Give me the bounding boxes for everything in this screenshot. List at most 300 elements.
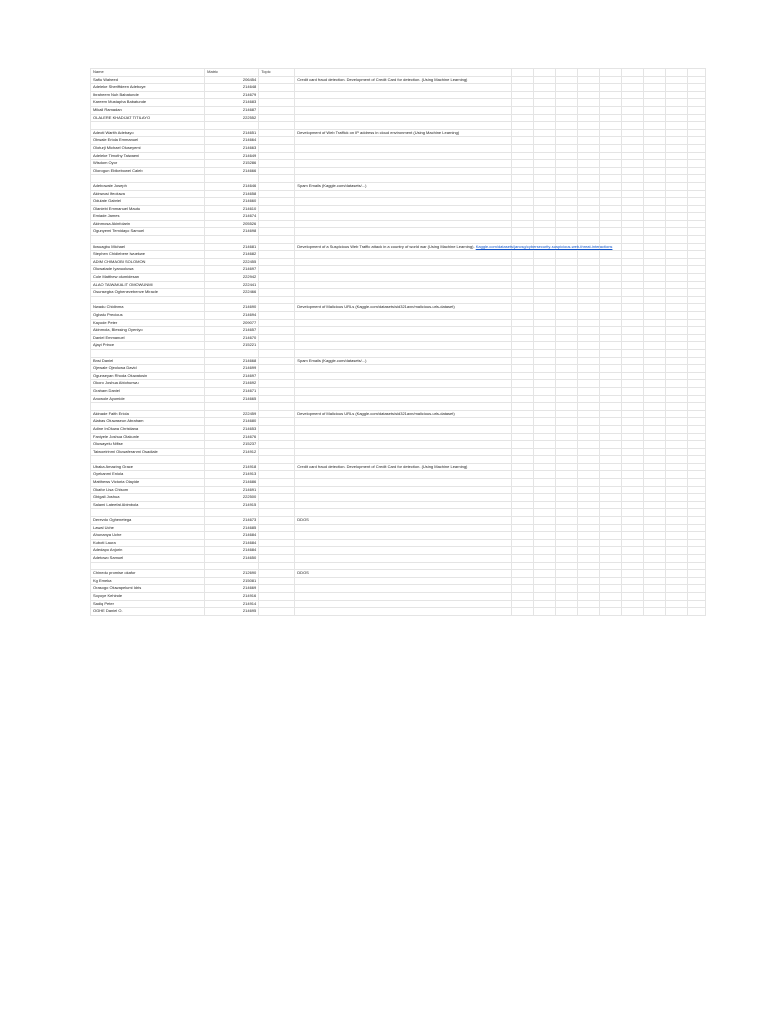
empty-cell[interactable]	[621, 547, 643, 555]
matric-number-cell[interactable]: 214679	[205, 91, 259, 99]
empty-cell[interactable]	[665, 319, 687, 327]
empty-cell[interactable]	[259, 585, 295, 593]
empty-cell[interactable]	[577, 471, 599, 479]
empty-cell[interactable]	[621, 228, 643, 236]
matric-number-cell[interactable]: 214658	[205, 190, 259, 198]
empty-cell[interactable]	[533, 365, 555, 373]
table-row[interactable]	[91, 479, 706, 487]
empty-cell[interactable]	[599, 274, 621, 282]
empty-cell[interactable]	[665, 494, 687, 502]
empty-cell[interactable]	[555, 319, 577, 327]
empty-cell[interactable]	[555, 91, 577, 99]
empty-cell[interactable]	[577, 403, 599, 411]
empty-cell[interactable]	[259, 160, 295, 168]
empty-cell[interactable]	[665, 349, 687, 357]
student-name-cell[interactable]: Okafor Lisa Chisom	[91, 486, 205, 494]
empty-cell[interactable]	[643, 205, 665, 213]
empty-cell[interactable]	[643, 213, 665, 221]
empty-cell[interactable]	[577, 600, 599, 608]
empty-cell[interactable]	[533, 144, 555, 152]
empty-cell[interactable]	[643, 425, 665, 433]
empty-cell[interactable]	[555, 69, 577, 77]
empty-cell[interactable]	[205, 122, 259, 130]
table-row[interactable]	[91, 532, 706, 540]
empty-cell[interactable]	[555, 152, 577, 160]
empty-cell[interactable]	[687, 418, 705, 426]
empty-cell[interactable]	[665, 76, 687, 84]
empty-cell[interactable]	[621, 494, 643, 502]
topic-cell[interactable]	[295, 592, 511, 600]
empty-cell[interactable]	[259, 539, 295, 547]
table-row[interactable]	[91, 205, 706, 213]
empty-cell[interactable]	[555, 433, 577, 441]
empty-cell[interactable]	[259, 304, 295, 312]
topic-cell[interactable]	[295, 84, 511, 92]
empty-cell[interactable]	[643, 471, 665, 479]
student-name-cell[interactable]: Stephen Chidiebere Iwuekwe	[91, 251, 205, 259]
empty-cell[interactable]	[665, 608, 687, 616]
empty-cell[interactable]	[599, 600, 621, 608]
empty-cell[interactable]	[533, 380, 555, 388]
empty-cell[interactable]	[259, 99, 295, 107]
empty-cell[interactable]	[533, 122, 555, 130]
table-row[interactable]	[91, 258, 706, 266]
empty-cell[interactable]	[665, 69, 687, 77]
empty-cell[interactable]	[511, 387, 533, 395]
empty-cell[interactable]	[687, 99, 705, 107]
empty-cell[interactable]	[599, 122, 621, 130]
empty-cell[interactable]	[599, 114, 621, 122]
empty-cell[interactable]	[259, 517, 295, 525]
student-name-cell[interactable]: Ikwuagbu Michael	[91, 243, 205, 251]
empty-cell[interactable]	[91, 403, 205, 411]
empty-cell[interactable]	[577, 448, 599, 456]
empty-cell[interactable]	[555, 539, 577, 547]
empty-cell[interactable]	[577, 99, 599, 107]
empty-cell[interactable]	[665, 501, 687, 509]
empty-cell[interactable]	[643, 281, 665, 289]
empty-cell[interactable]	[643, 342, 665, 350]
empty-cell[interactable]	[555, 304, 577, 312]
empty-cell[interactable]	[621, 418, 643, 426]
table-row[interactable]	[91, 106, 706, 114]
student-name-cell[interactable]: Olaniebi Emmanuel Mautu	[91, 205, 205, 213]
matric-number-cell[interactable]: 214912	[205, 448, 259, 456]
empty-cell[interactable]	[643, 441, 665, 449]
empty-cell[interactable]	[555, 463, 577, 471]
empty-cell[interactable]	[621, 501, 643, 509]
empty-cell[interactable]	[555, 84, 577, 92]
empty-cell[interactable]	[621, 251, 643, 259]
student-name-cell[interactable]: Akinwusi Ifeoluwa	[91, 190, 205, 198]
empty-cell[interactable]	[511, 190, 533, 198]
matric-number-cell[interactable]: 214646	[205, 182, 259, 190]
empty-cell[interactable]	[533, 160, 555, 168]
empty-cell[interactable]	[259, 349, 295, 357]
matric-number-cell[interactable]: 214915	[205, 501, 259, 509]
empty-cell[interactable]	[665, 152, 687, 160]
empty-cell[interactable]	[555, 312, 577, 320]
empty-cell[interactable]	[621, 410, 643, 418]
empty-cell[interactable]	[599, 539, 621, 547]
empty-cell[interactable]	[259, 289, 295, 297]
empty-cell[interactable]	[555, 266, 577, 274]
empty-cell[interactable]	[665, 312, 687, 320]
student-name-cell[interactable]: Soyoye Kehinde	[91, 592, 205, 600]
empty-cell[interactable]	[621, 471, 643, 479]
empty-cell[interactable]	[599, 532, 621, 540]
matric-number-cell[interactable]: 222942	[205, 274, 259, 282]
empty-cell[interactable]	[533, 387, 555, 395]
empty-cell[interactable]	[643, 258, 665, 266]
empty-cell[interactable]	[599, 99, 621, 107]
student-name-cell[interactable]: Safiu Waheed	[91, 76, 205, 84]
empty-cell[interactable]	[621, 69, 643, 77]
table-row[interactable]	[91, 433, 706, 441]
empty-cell[interactable]	[533, 585, 555, 593]
empty-cell[interactable]	[533, 441, 555, 449]
empty-cell[interactable]	[665, 129, 687, 137]
empty-cell[interactable]	[533, 228, 555, 236]
topic-cell[interactable]	[295, 228, 511, 236]
student-name-cell[interactable]: Odulate Gabriel	[91, 198, 205, 206]
empty-cell[interactable]	[643, 433, 665, 441]
student-name-cell[interactable]: Obwale Eriola Emmanuel	[91, 137, 205, 145]
table-row[interactable]	[91, 228, 706, 236]
table-row[interactable]	[91, 600, 706, 608]
student-name-cell[interactable]: Gbigali Joshua	[91, 494, 205, 502]
empty-cell[interactable]	[687, 592, 705, 600]
empty-cell[interactable]	[511, 448, 533, 456]
empty-cell[interactable]	[533, 539, 555, 547]
empty-cell[interactable]	[511, 539, 533, 547]
empty-cell[interactable]	[643, 547, 665, 555]
empty-cell[interactable]	[643, 182, 665, 190]
empty-cell[interactable]	[599, 228, 621, 236]
table-row[interactable]	[91, 144, 706, 152]
empty-cell[interactable]	[621, 380, 643, 388]
empty-cell[interactable]	[665, 585, 687, 593]
empty-cell[interactable]	[643, 334, 665, 342]
empty-cell[interactable]	[205, 456, 259, 464]
empty-cell[interactable]	[599, 220, 621, 228]
empty-cell[interactable]	[687, 91, 705, 99]
matric-number-cell[interactable]: 214918	[205, 463, 259, 471]
empty-cell[interactable]	[665, 122, 687, 130]
empty-cell[interactable]	[665, 334, 687, 342]
empty-cell[interactable]	[577, 152, 599, 160]
empty-cell[interactable]	[665, 190, 687, 198]
empty-cell[interactable]	[621, 289, 643, 297]
empty-cell[interactable]	[555, 532, 577, 540]
empty-cell[interactable]	[599, 387, 621, 395]
empty-cell[interactable]	[665, 182, 687, 190]
empty-cell[interactable]	[643, 289, 665, 297]
table-row[interactable]	[91, 289, 706, 297]
empty-cell[interactable]	[687, 425, 705, 433]
empty-cell[interactable]	[665, 433, 687, 441]
empty-cell[interactable]	[621, 167, 643, 175]
table-row[interactable]	[91, 501, 706, 509]
empty-cell[interactable]	[599, 266, 621, 274]
matric-number-cell[interactable]: 222455	[205, 258, 259, 266]
empty-cell[interactable]	[577, 220, 599, 228]
table-row[interactable]	[91, 160, 706, 168]
matric-number-cell[interactable]: 214692	[205, 380, 259, 388]
student-name-cell[interactable]: Kayode Peter	[91, 319, 205, 327]
empty-cell[interactable]	[577, 258, 599, 266]
empty-cell[interactable]	[665, 258, 687, 266]
topic-cell[interactable]	[295, 441, 511, 449]
empty-cell[interactable]	[577, 456, 599, 464]
empty-cell[interactable]	[599, 152, 621, 160]
empty-cell[interactable]	[621, 190, 643, 198]
empty-cell[interactable]	[687, 144, 705, 152]
student-name-cell[interactable]: Matthews Victoria Olayide	[91, 479, 205, 487]
empty-cell[interactable]	[511, 600, 533, 608]
topic-cell[interactable]	[295, 258, 511, 266]
student-name-cell[interactable]: Alabas Oluwaseun Abraham	[91, 418, 205, 426]
student-name-cell[interactable]: Ahunanya Uche	[91, 532, 205, 540]
empty-cell[interactable]	[511, 372, 533, 380]
empty-cell[interactable]	[295, 175, 511, 183]
empty-cell[interactable]	[555, 365, 577, 373]
empty-cell[interactable]	[533, 501, 555, 509]
empty-cell[interactable]	[665, 114, 687, 122]
empty-cell[interactable]	[599, 160, 621, 168]
empty-cell[interactable]	[511, 213, 533, 221]
empty-cell[interactable]	[621, 213, 643, 221]
empty-cell[interactable]	[533, 479, 555, 487]
empty-cell[interactable]	[665, 600, 687, 608]
empty-cell[interactable]	[259, 190, 295, 198]
empty-cell[interactable]	[621, 532, 643, 540]
empty-cell[interactable]	[259, 410, 295, 418]
empty-cell[interactable]	[555, 357, 577, 365]
empty-cell[interactable]	[511, 441, 533, 449]
empty-cell[interactable]	[665, 471, 687, 479]
empty-cell[interactable]	[687, 220, 705, 228]
empty-cell[interactable]	[533, 213, 555, 221]
empty-cell[interactable]	[295, 122, 511, 130]
empty-cell[interactable]	[205, 349, 259, 357]
table-row[interactable]	[91, 418, 706, 426]
table-row[interactable]	[91, 486, 706, 494]
empty-cell[interactable]	[555, 600, 577, 608]
empty-cell[interactable]	[555, 479, 577, 487]
table-row[interactable]	[91, 84, 706, 92]
empty-cell[interactable]	[259, 562, 295, 570]
matric-number-cell[interactable]: 214649	[205, 152, 259, 160]
empty-cell[interactable]	[621, 312, 643, 320]
student-name-cell[interactable]: Ogunseyan Rhoda Oluwatosin	[91, 372, 205, 380]
empty-cell[interactable]	[511, 418, 533, 426]
empty-cell[interactable]	[511, 99, 533, 107]
empty-cell[interactable]	[621, 99, 643, 107]
empty-cell[interactable]	[665, 266, 687, 274]
empty-cell[interactable]	[577, 106, 599, 114]
empty-cell[interactable]	[533, 167, 555, 175]
student-name-cell[interactable]: OLALERE KHADIJAT TITILAYO	[91, 114, 205, 122]
empty-cell[interactable]	[533, 175, 555, 183]
empty-cell[interactable]	[621, 387, 643, 395]
empty-cell[interactable]	[621, 425, 643, 433]
empty-cell[interactable]	[511, 137, 533, 145]
table-row[interactable]	[91, 304, 706, 312]
empty-cell[interactable]	[511, 547, 533, 555]
empty-cell[interactable]	[687, 106, 705, 114]
empty-cell[interactable]	[555, 456, 577, 464]
topic-cell[interactable]	[295, 600, 511, 608]
table-row[interactable]	[91, 327, 706, 335]
student-name-cell[interactable]: Akinmola, Blessing Oyeniyo	[91, 327, 205, 335]
empty-cell[interactable]	[599, 349, 621, 357]
matric-number-cell[interactable]: 214690	[205, 304, 259, 312]
empty-cell[interactable]	[621, 539, 643, 547]
empty-cell[interactable]	[533, 327, 555, 335]
empty-cell[interactable]	[259, 281, 295, 289]
empty-cell[interactable]	[533, 106, 555, 114]
empty-cell[interactable]	[259, 228, 295, 236]
empty-cell[interactable]	[511, 175, 533, 183]
empty-cell[interactable]	[511, 84, 533, 92]
empty-cell[interactable]	[687, 190, 705, 198]
empty-cell[interactable]	[555, 509, 577, 517]
empty-cell[interactable]	[511, 160, 533, 168]
empty-cell[interactable]	[687, 327, 705, 335]
topic-cell[interactable]	[295, 91, 511, 99]
empty-cell[interactable]	[665, 228, 687, 236]
empty-cell[interactable]	[511, 296, 533, 304]
empty-cell[interactable]	[577, 190, 599, 198]
matric-number-cell[interactable]: 214916	[205, 592, 259, 600]
empty-cell[interactable]	[577, 486, 599, 494]
table-row[interactable]	[91, 372, 706, 380]
empty-cell[interactable]	[643, 555, 665, 563]
matric-number-cell[interactable]: 214666	[205, 167, 259, 175]
student-name-cell[interactable]: Emiade James	[91, 213, 205, 221]
empty-cell[interactable]	[205, 175, 259, 183]
empty-cell[interactable]	[555, 228, 577, 236]
empty-cell[interactable]	[621, 198, 643, 206]
empty-cell[interactable]	[643, 236, 665, 244]
empty-cell[interactable]	[687, 160, 705, 168]
empty-cell[interactable]	[533, 137, 555, 145]
empty-cell[interactable]	[533, 463, 555, 471]
empty-cell[interactable]	[555, 425, 577, 433]
student-name-cell[interactable]: Osunsegba Oghenevebenve Miracle	[91, 289, 205, 297]
empty-cell[interactable]	[665, 274, 687, 282]
student-name-cell[interactable]: Adeleke Timothy Taiwaeni	[91, 152, 205, 160]
empty-cell[interactable]	[259, 570, 295, 578]
empty-cell[interactable]	[91, 122, 205, 130]
topic-cell[interactable]	[295, 524, 511, 532]
empty-cell[interactable]	[577, 577, 599, 585]
student-name-cell[interactable]: ADIM CHIMAOBI SOLOMON	[91, 258, 205, 266]
empty-cell[interactable]	[687, 403, 705, 411]
empty-cell[interactable]	[533, 205, 555, 213]
empty-cell[interactable]	[511, 122, 533, 130]
empty-cell[interactable]	[533, 555, 555, 563]
student-name-cell[interactable]: Sadiq Peter	[91, 600, 205, 608]
matric-number-cell[interactable]: 214676	[205, 433, 259, 441]
empty-cell[interactable]	[511, 274, 533, 282]
empty-cell[interactable]	[533, 182, 555, 190]
empty-cell[interactable]	[599, 144, 621, 152]
topic-cell[interactable]	[295, 517, 511, 525]
empty-cell[interactable]	[259, 425, 295, 433]
topic-cell[interactable]	[295, 539, 511, 547]
empty-cell[interactable]	[511, 281, 533, 289]
table-row[interactable]	[91, 167, 706, 175]
topic-cell[interactable]	[295, 152, 511, 160]
empty-cell[interactable]	[259, 175, 295, 183]
empty-cell[interactable]	[259, 395, 295, 403]
empty-cell[interactable]	[533, 76, 555, 84]
topic-cell[interactable]	[295, 410, 511, 418]
empty-cell[interactable]	[259, 448, 295, 456]
empty-cell[interactable]	[621, 137, 643, 145]
empty-cell[interactable]	[621, 562, 643, 570]
topic-cell[interactable]	[295, 471, 511, 479]
student-name-cell[interactable]: Cole Matthew olumidesan	[91, 274, 205, 282]
topic-cell[interactable]	[295, 547, 511, 555]
empty-cell[interactable]	[577, 357, 599, 365]
empty-cell[interactable]	[665, 327, 687, 335]
empty-cell[interactable]	[555, 129, 577, 137]
empty-cell[interactable]	[511, 585, 533, 593]
empty-cell[interactable]	[511, 220, 533, 228]
empty-cell[interactable]	[599, 517, 621, 525]
empty-cell[interactable]	[621, 160, 643, 168]
table-row[interactable]	[91, 114, 706, 122]
matric-number-cell[interactable]: 214651	[205, 129, 259, 137]
empty-cell[interactable]	[511, 129, 533, 137]
empty-cell[interactable]	[577, 312, 599, 320]
topic-cell[interactable]	[295, 137, 511, 145]
empty-cell[interactable]	[555, 570, 577, 578]
student-name-cell[interactable]: Adebowale Joseph	[91, 182, 205, 190]
empty-cell[interactable]	[259, 524, 295, 532]
empty-cell[interactable]	[259, 122, 295, 130]
empty-cell[interactable]	[577, 555, 599, 563]
empty-cell[interactable]	[599, 304, 621, 312]
empty-cell[interactable]	[621, 76, 643, 84]
empty-cell[interactable]	[555, 342, 577, 350]
empty-cell[interactable]	[621, 357, 643, 365]
empty-cell[interactable]	[259, 213, 295, 221]
student-name-cell[interactable]: Adetowo Samuel	[91, 555, 205, 563]
empty-cell[interactable]	[665, 463, 687, 471]
empty-cell[interactable]	[621, 570, 643, 578]
empty-cell[interactable]	[599, 463, 621, 471]
empty-cell[interactable]	[687, 456, 705, 464]
topic-cell[interactable]	[295, 570, 511, 578]
empty-cell[interactable]	[577, 387, 599, 395]
empty-cell[interactable]	[511, 471, 533, 479]
empty-cell[interactable]	[577, 296, 599, 304]
empty-cell[interactable]	[621, 144, 643, 152]
empty-cell[interactable]	[577, 76, 599, 84]
empty-cell[interactable]	[533, 304, 555, 312]
matric-number-cell[interactable]: 214673	[205, 517, 259, 525]
empty-cell[interactable]	[259, 463, 295, 471]
empty-cell[interactable]	[533, 592, 555, 600]
empty-cell[interactable]	[599, 205, 621, 213]
empty-cell[interactable]	[599, 555, 621, 563]
empty-cell[interactable]	[621, 296, 643, 304]
student-name-cell[interactable]: Ogunyemi Temidayo Samuel	[91, 228, 205, 236]
